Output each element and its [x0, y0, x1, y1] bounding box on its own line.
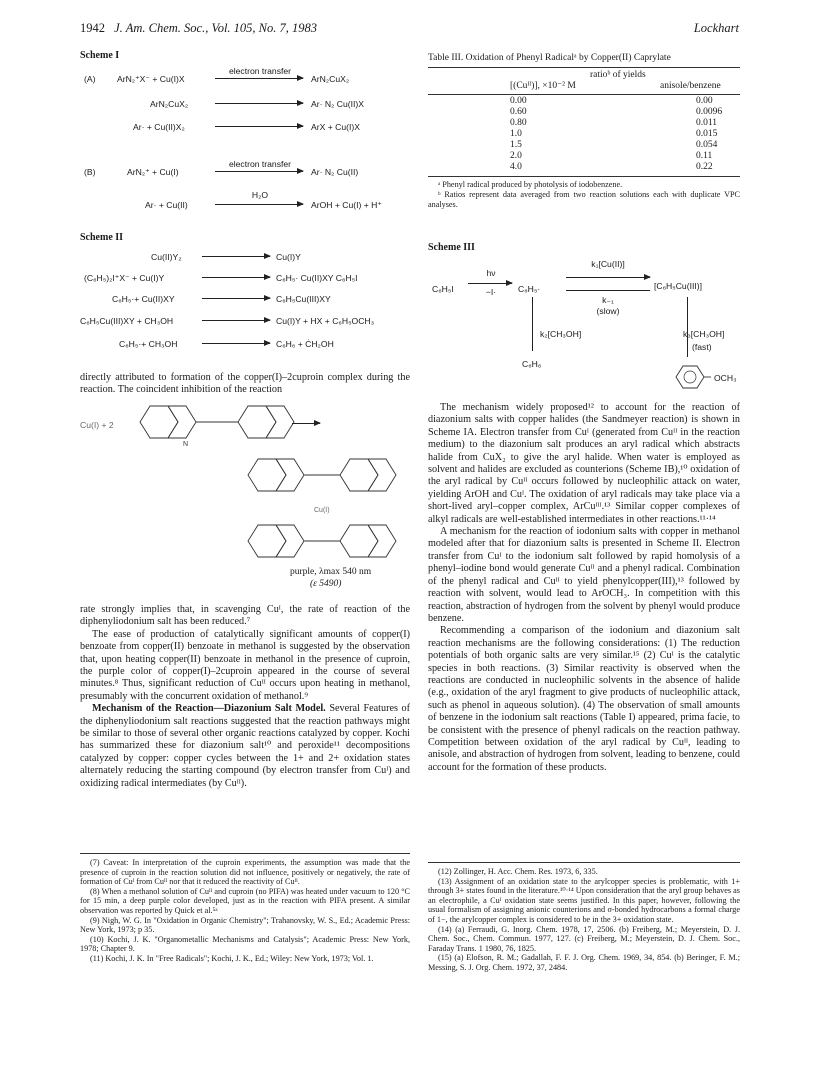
nitrogen-label: N	[183, 441, 189, 448]
table-cell: 0.015	[696, 129, 718, 140]
table-row	[428, 96, 740, 107]
paragraph: The ease of production of catalytically significant amounts of copper(I) benzoate from copper(II) benzoate in methanol is suggested by the observation that, upon heating copper(II) benzoate in methanol in the presence of cuproin, the purple color of copper(I)–2cuproin appeared in the course of several minutes.⁸ Thus, significant reduction of Cuᴵᴵ occurs upon heating in methanol, presumably with the concurrent oxidation of methanol.⁹	[80, 628, 410, 702]
cuproin-complex-structure	[228, 455, 408, 561]
reaction-arrow	[468, 283, 512, 284]
section-text: Features of the diphenyliodonium salt reactions suggested that the reaction pathways might be similar to those of several other organic reactions catalyzed by copper. Kochi has summarized these for diazonium salt¹⁰ and peroxide¹¹ decompositions catalyzed by copper: copper cycles between the 1+ and 2+ oxidation states alternately reducing the starting compound (by electron transfer from Cuᴵ) and oxidizing radical intermediates (by Cuᴵᴵ).	[80, 703, 411, 789]
scheme3-k-1: k₋₁	[602, 295, 614, 305]
table-cell: 0.011	[696, 118, 718, 129]
section-heading: Mechanism of the Reaction—Diazonium Salt Model.	[92, 703, 326, 715]
scheme2-r1-right: Cu(I)Y	[276, 252, 301, 262]
table-cell: 0.054	[696, 140, 718, 151]
page-number: 1942	[80, 21, 105, 35]
scheme2-r4-left: C₆H₅Cu(III)XY + CH₃OH	[80, 316, 174, 326]
footnote-rule	[80, 853, 410, 854]
cuproin-structure	[128, 396, 328, 448]
footnote: (13) Assignment of an oxidation state to the arylcopper species is problematic, with 1+ through 3+ states found in the literature.¹⁰·¹⁴ Upon consideration that the aryl group behaves as an electrophile, a Cuᴵ oxidation state seems justified. In this paper, however, following the usual formalism of assigning anionic counterions and σ-bonded hydrocarbons a formal charge of 1−, the arylcopper complex is considered to be in the 3+ oxidation state.	[428, 876, 740, 924]
scheme1-b1-arrow-label: electron transfer	[228, 159, 292, 169]
scheme2-r5-left: C₆H₅·+ CH₃OH	[119, 339, 178, 349]
scheme1-a1-right: ArN₂CuX₂	[311, 74, 350, 84]
scheme3-slow: (slow)	[596, 306, 620, 316]
reaction-arrow	[215, 126, 303, 127]
table-cell: 0.80	[510, 118, 527, 129]
scheme1-a-label: (A)	[84, 74, 96, 84]
scheme1-a3-left: Ar· + Cu(II)X₂	[133, 122, 185, 132]
paragraph: Recommending a comparison of the iodonium and diazonium salt reaction mechanisms are the following considerations: (1) The reduction potentials of both organic salts are very similar.¹⁵ (2) Cuᴵ is the catalytic species in both reactions. (3) Similar reactivity is observed when the reactions are conducted in nucleophilic solvents in the absence of halide (e.g., oxidation of the aryl fragment to give products of nucleophilic attack, such as phenol in aqueous solution). (4) The observation of small amounts of benzene in the iodonium salt reactions (Table I) appeared, prima facie, to be consistent with the presence of phenyl radicals on the reaction pathway. Competition between oxidation of the aryl radical by Cuᴵᴵ, leading to anisole, and abstraction of hydrogen from solvent, leading to benzene, could account for the formation of these products.	[428, 625, 740, 773]
author-header: Lockhart	[693, 21, 739, 35]
scheme2-r4-right: Cu(I)Y + HX + C₆H₅OCH₃	[276, 316, 375, 326]
reaction-arrow	[215, 103, 303, 104]
table3-footnotes	[428, 180, 740, 209]
scheme1-a2-right: Ar· N₂ Cu(II)X	[311, 99, 364, 109]
table-cell: 1.0	[510, 129, 522, 140]
cuproin-reactant: Cu(I) + 2	[80, 420, 114, 430]
vertical-arrow	[687, 297, 688, 357]
footnotes-left	[80, 858, 410, 964]
paragraph	[80, 703, 410, 790]
footnote: (8) When a methanol solution of Cuᴵᴵ and cuproin (no PIFA) was heated under vacuum to 120 °C for 15 min, a deep purple color developed, just as in the reaction with PIFA present. A similar observation was reported by Quick et al.⁵ᵃ	[80, 886, 410, 915]
footnote: (14) (a) Ferraudi, G. Inorg. Chem. 1978, 17, 2506. (b) Freiberg, M.; Meyerstein, D. J. Chem. Soc., Chem. Commun. 1977, 127. (c) Freiberg, M.; Meyerstein, D. J. Chem. Soc., Faraday Trans. 1 1980, 76, 1825.	[428, 924, 740, 953]
footnote: (9) Nigh, W. G. In "Oxidation in Organic Chemistry"; Trahanovsky, W. S., Ed.; Academic Press: New York, 1973; p 35.	[80, 915, 410, 935]
scheme2-r3-right: C₆H₅Cu(III)XY	[276, 294, 331, 304]
paragraph: A mechanism for the reaction of iodonium salts with copper in methanol modeled after that for diazonium salts is presented in Scheme II. Electron transfer from Cuᴵ to the iodonium salt followed by rapid homolysis of a phenyl–iodine bond would generate Cuᴵᴵ and a phenyl radical. Combination of the phenyl radical and Cuᴵᴵ to yield phenylcopper(III),¹³ followed by reaction with solvent, would lead to ArOCH₃. In competition with this reaction, abstraction of hydrogen from the solvent by phenyl would produce benzene.	[428, 526, 740, 624]
scheme1-a3-right: ArX + Cu(I)X	[311, 122, 360, 132]
footnote: (10) Kochi, J. K. "Organometallic Mechanisms and Catalysis"; Academic Press: New York, 1978; Chapter 9.	[80, 934, 410, 954]
right-column-text	[428, 402, 740, 774]
table3-body	[428, 96, 740, 173]
table-cell: 2.0	[510, 151, 522, 162]
scheme3-complex: [C₆H₅Cu(III)]	[654, 281, 702, 291]
table-cell: 0.22	[696, 162, 713, 173]
reaction-arrow	[215, 171, 303, 172]
scheme3-start: C₆H₅I	[432, 284, 454, 294]
scheme3-title: Scheme III	[428, 242, 475, 253]
left-column-text	[80, 604, 410, 790]
footnote: (15) (a) Elofson, R. M.; Gadallah, F. F. J. Org. Chem. 1969, 34, 854. (b) Beringer, F. M.; Messing, S. J. Org. Chem. 1972, 37, 2484.	[428, 953, 740, 972]
reaction-arrow	[202, 343, 270, 344]
footnotes-right	[428, 867, 740, 973]
scheme2-r5-right: C₆H₆ + ĊH₂OH	[276, 339, 334, 349]
scheme1-b1-right: Ar· N₂ Cu(II)	[311, 167, 359, 177]
reverse-arrow	[566, 290, 650, 291]
table3-col1-header: [(Cuᴵᴵ)], ×10⁻² M	[510, 81, 576, 92]
journal-citation: J. Am. Chem. Soc., Vol. 105, No. 7, 1983	[114, 21, 318, 35]
scheme3-fast: (fast)	[692, 342, 712, 352]
scheme3-minus-i: −I·	[485, 287, 497, 297]
product-color: purple, λmax 540 nm	[290, 567, 372, 577]
scheme1-b2-arrow-label: H₂O	[251, 190, 269, 200]
table3	[428, 52, 740, 209]
scheme3-benzene: C₆H₆	[522, 359, 542, 369]
table3-header	[428, 67, 740, 92]
reaction-arrow	[202, 320, 270, 321]
scheme1-b1-left: ArN₂⁺ + Cu(I)	[127, 167, 179, 177]
complex-center-label: Cu(I)	[314, 507, 330, 514]
scheme1-b-label: (B)	[84, 167, 96, 177]
anisole-ring	[672, 363, 712, 391]
scheme2-r2-right: C₆H₅· Cu(II)XY C₆H₅I	[276, 273, 358, 283]
table-cell: 0.00	[510, 96, 527, 107]
table-cell: 0.0096	[696, 107, 723, 118]
table-cell: 0.11	[696, 151, 713, 162]
paragraph: rate strongly implies that, in scavenging Cuᴵ, the rate of reaction of the diphenyliodonium salt has been reduced.⁷	[80, 604, 410, 628]
table3-col2-header-1: ratioᵇ of yields	[590, 70, 646, 81]
footnote-rule	[428, 862, 740, 863]
extinction-coefficient: (ε 5490)	[310, 579, 342, 589]
table-row	[428, 151, 740, 162]
table3-footnote-b: ᵇ Ratios represent data averaged from two reaction solutions each with duplicate VPC analyses.	[428, 190, 740, 209]
scheme1-b2-left: Ar· + Cu(II)	[145, 200, 188, 210]
reaction-arrow	[202, 277, 270, 278]
scheme3-k3: k₃[CH₃OH]	[683, 329, 725, 339]
table-row	[428, 129, 740, 140]
paragraph: directly attributed to formation of the copper(I)–2cuproin complex during the reaction. The coincident inhibition of the reaction	[80, 372, 410, 396]
scheme2-r1-left: Cu(II)Y₂	[151, 252, 182, 262]
left-text-top	[80, 372, 410, 397]
footnote: (7) Caveat: In interpretation of the cuproin experiments, the assumption was made that the presence of cuproin in the reaction solution did not influence, positively or negatively, the rate of formation of Cuᴵ from Cuᴵᴵ nor that it reduced the reactivity of Cuᴵᴵ.	[80, 858, 410, 887]
vertical-arrow	[532, 297, 533, 351]
table-row	[428, 140, 740, 151]
table-cell: 0.60	[510, 107, 527, 118]
scheme3-k1: k₁[Cu(II)]	[591, 259, 625, 269]
paragraph: The mechanism widely proposed¹² to account for the reaction of diazonium salts with copper halides (the Sandmeyer reaction) is shown in Scheme IA. Electron transfer from Cuᴵ (generated from Cuᴵᴵ in the reaction medium) to the diazonium salt produces an aryl radical which abstracts halide from CuX₂ to give the aryl halide. When water is employed as solvent and halides are excluded as counterions (Scheme IB),¹⁰ oxidation of the aryl radical by Cuᴵᴵ occurs followed by nucleophilic attack on water, yielding ArOH and Cuᴵ. The oxidation of aryl radicals may take place via a short-lived aryl–copper complex, ArCuᴵᴵᴵ.¹³ Similar copper complexes of alkyl radicals are well-established intermediates in other reactions.¹¹·¹⁴	[428, 402, 740, 525]
scheme2-r2-left: (C₆H₅)₂I⁺X⁻ + Cu(I)Y	[84, 273, 165, 283]
table-row	[428, 162, 740, 173]
table3-col2-header-2: anisole/benzene	[660, 81, 721, 92]
table-cell: 1.5	[510, 140, 522, 151]
scheme3-hv: hν	[486, 268, 496, 278]
reaction-arrow	[215, 204, 303, 205]
scheme3-och3: OCH₃	[714, 373, 737, 383]
section-heading-lead: Several	[329, 703, 360, 715]
reaction-arrow	[215, 78, 303, 79]
scheme3-radical: C₆H₅·	[518, 284, 541, 294]
table-cell: 4.0	[510, 162, 522, 173]
table-row	[428, 118, 740, 129]
footnote: (11) Kochi, J. K. In "Free Radicals"; Kochi, J. K., Ed.; Wiley: New York, 1973; Vol. 1.	[90, 953, 374, 963]
running-header-left	[80, 22, 317, 34]
table-cell: 0.00	[696, 96, 713, 107]
footnote: (12) Zollinger, H. Acc. Chem. Res. 1973, 6, 335.	[438, 867, 598, 876]
scheme1-a1-left: ArN₂⁺X⁻ + Cu(I)X	[117, 74, 185, 84]
scheme1-title: Scheme I	[80, 50, 120, 61]
reaction-arrow	[292, 423, 320, 424]
scheme1-b2-right: ArOH + Cu(I) + H⁺	[311, 200, 382, 210]
scheme3-k2: k₂[CH₃OH]	[540, 329, 582, 339]
reaction-arrow	[566, 277, 650, 278]
reaction-arrow	[202, 256, 270, 257]
scheme2-title: Scheme II	[80, 232, 124, 243]
table3-title: Table III. Oxidation of Phenyl Radicalᵃ by Copper(II) Caprylate	[428, 53, 671, 63]
table-row	[428, 107, 740, 118]
scheme1-a1-arrow-label: electron transfer	[228, 66, 292, 76]
scheme2-r3-left: C₆H₅·+ Cu(II)XY	[112, 294, 175, 304]
reaction-arrow	[202, 298, 270, 299]
scheme1-a2-left: ArN₂CuX₂	[150, 99, 189, 109]
table3-footnote-a: ᵃ Phenyl radical produced by photolysis of iodobenzene.	[438, 180, 623, 190]
